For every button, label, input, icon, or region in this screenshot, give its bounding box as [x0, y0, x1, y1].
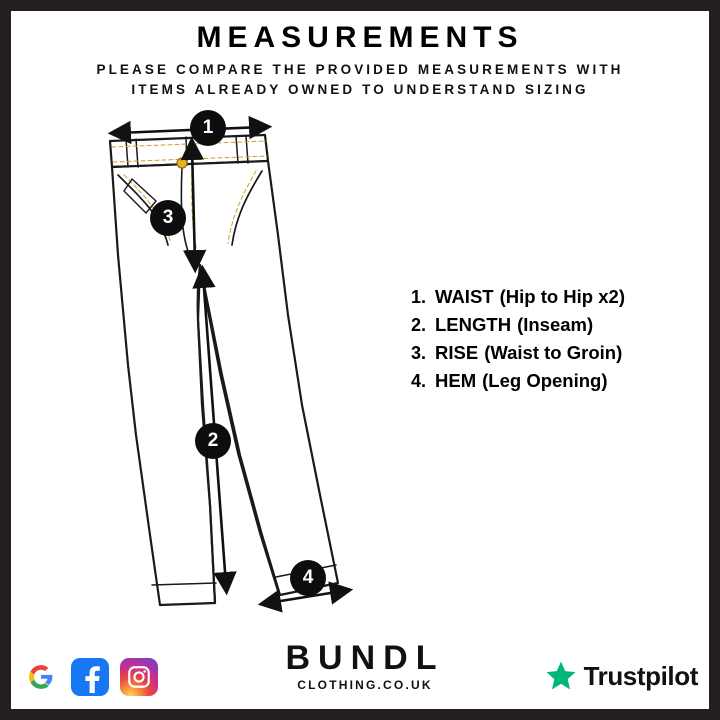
- subtitle-line-2: ITEMS ALREADY OWNED TO UNDERSTAND SIZING: [131, 82, 589, 97]
- legend-detail-length: (Inseam): [517, 314, 594, 335]
- legend-item-waist: [398, 286, 688, 308]
- measurement-arrows: [40, 105, 410, 625]
- facebook-glyph: [73, 660, 107, 694]
- subtitle-line-1: PLEASE COMPARE THE PROVIDED MEASUREMENTS WITH: [96, 62, 624, 77]
- callout-1-waist: [190, 110, 226, 146]
- page-title: MEASUREMENTS: [196, 21, 524, 54]
- legend-detail-hem: (Leg Opening): [482, 370, 608, 391]
- trustpilot-star-icon: [545, 660, 577, 692]
- callout-1-label: 1: [202, 117, 214, 138]
- header: [0, 18, 720, 100]
- legend-number-4: 4.: [410, 371, 426, 391]
- callout-2-label: 2: [207, 430, 219, 451]
- legend-number-3: 3.: [410, 343, 426, 363]
- page-subtitle: [30, 60, 690, 100]
- jeans-diagram: [40, 105, 410, 625]
- legend-label-length: LENGTH: [435, 314, 512, 335]
- facebook-icon[interactable]: [71, 658, 109, 696]
- callout-3-rise: [150, 200, 186, 236]
- google-icon[interactable]: [22, 658, 60, 696]
- brand-name: BUNDL: [285, 639, 445, 677]
- trustpilot-badge[interactable]: [545, 660, 698, 692]
- measurement-legend: [398, 286, 688, 398]
- legend-item-length: [398, 314, 688, 336]
- legend-item-rise: [398, 342, 688, 364]
- brand-logo: [260, 640, 470, 692]
- legend-label-waist: WAIST: [435, 286, 494, 307]
- legend-item-hem: [398, 370, 688, 392]
- legend-number-2: 2.: [410, 315, 426, 335]
- trustpilot-label: Trustpilot: [583, 660, 698, 691]
- rise-arrow: [192, 147, 195, 263]
- legend-label-hem: HEM: [435, 370, 477, 391]
- instagram-glyph: [126, 664, 152, 690]
- callout-3-label: 3: [162, 207, 174, 228]
- callout-4-label: 4: [302, 567, 314, 588]
- brand-domain: CLOTHING.CO.UK: [297, 678, 433, 692]
- legend-detail-rise: (Waist to Groin): [484, 342, 623, 363]
- instagram-icon[interactable]: [120, 658, 158, 696]
- callout-4-hem: [290, 560, 326, 596]
- callout-2-length: [195, 423, 231, 459]
- legend-label-rise: RISE: [435, 342, 479, 363]
- google-glyph: [28, 664, 54, 690]
- social-links: [22, 658, 158, 696]
- legend-detail-waist: (Hip to Hip x2): [499, 286, 625, 307]
- legend-number-1: 1.: [410, 287, 426, 307]
